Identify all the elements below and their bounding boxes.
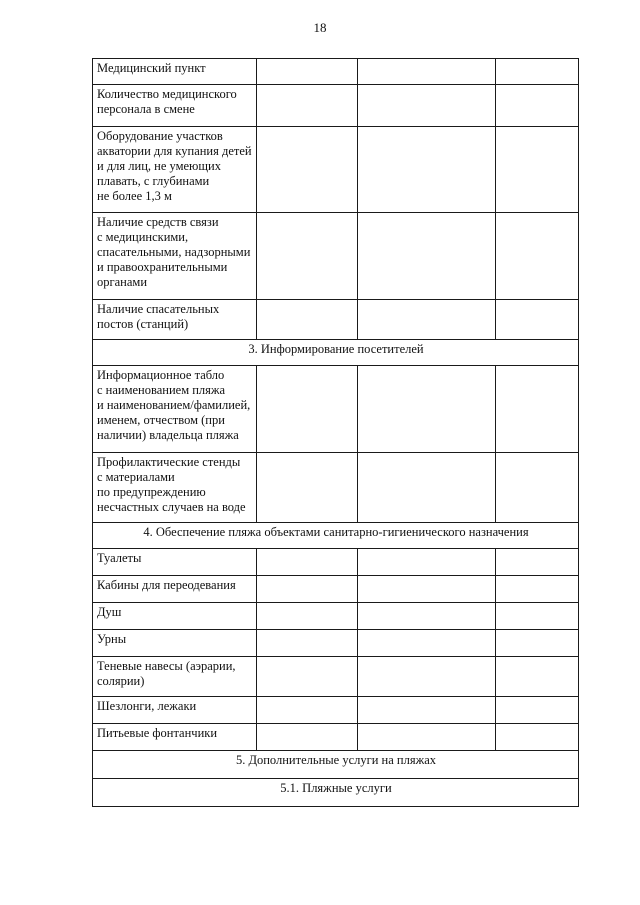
row-label: Количество медицинского персонала в смене bbox=[93, 85, 257, 127]
table-cell bbox=[257, 300, 358, 340]
table-row bbox=[93, 366, 579, 453]
section-heading-row bbox=[93, 779, 579, 807]
row-label: Профилактические стенды с материалами по предупреждению несчастных случаев на воде bbox=[93, 453, 257, 523]
table-row bbox=[93, 453, 579, 523]
section-heading: 5. Дополнительные услуги на пляжах bbox=[93, 751, 579, 779]
table-row bbox=[93, 603, 579, 630]
table-cell bbox=[496, 85, 579, 127]
table-cell bbox=[257, 724, 358, 751]
table-cell bbox=[257, 366, 358, 453]
table-cell bbox=[496, 657, 579, 697]
row-label: Наличие средств связи с медицинскими, спасательными, надзорными и правоохранительными органами bbox=[93, 213, 257, 300]
section-heading: 4. Обеспечение пляжа объектами санитарно-гигиенического назначения bbox=[93, 523, 579, 549]
table-row bbox=[93, 724, 579, 751]
section-heading-row bbox=[93, 340, 579, 366]
section-heading-row bbox=[93, 751, 579, 779]
row-label: Кабины для переодевания bbox=[93, 576, 257, 603]
table-cell bbox=[257, 657, 358, 697]
table-cell bbox=[257, 549, 358, 576]
table-cell bbox=[496, 300, 579, 340]
table-body bbox=[93, 59, 579, 807]
table-cell bbox=[257, 576, 358, 603]
table-row bbox=[93, 59, 579, 85]
row-label: Питьевые фонтанчики bbox=[93, 724, 257, 751]
table-cell bbox=[358, 366, 496, 453]
section-heading: 3. Информирование посетителей bbox=[93, 340, 579, 366]
table-cell bbox=[496, 127, 579, 213]
table-row bbox=[93, 657, 579, 697]
table-cell bbox=[496, 59, 579, 85]
table-cell bbox=[358, 453, 496, 523]
table-cell bbox=[358, 724, 496, 751]
table-row bbox=[93, 630, 579, 657]
table-cell bbox=[257, 453, 358, 523]
row-label: Оборудование участков акватории для купания детей и для лиц, не умеющих плавать, с глубинами не более 1,3 м bbox=[93, 127, 257, 213]
row-label: Информационное табло с наименованием пляжа и наименованием/фамилией, именем, отчеством (при наличии) владельца пляжа bbox=[93, 366, 257, 453]
table-cell bbox=[496, 453, 579, 523]
table-cell bbox=[358, 576, 496, 603]
table-cell bbox=[358, 85, 496, 127]
table-cell bbox=[496, 697, 579, 724]
page-number: 18 bbox=[313, 20, 327, 35]
table-cell bbox=[358, 213, 496, 300]
table-cell bbox=[358, 59, 496, 85]
row-label: Душ bbox=[93, 603, 257, 630]
table-cell bbox=[257, 697, 358, 724]
table-row bbox=[93, 127, 579, 213]
table-cell bbox=[496, 549, 579, 576]
table-row bbox=[93, 213, 579, 300]
table-cell bbox=[257, 630, 358, 657]
table-cell bbox=[257, 85, 358, 127]
table-cell bbox=[358, 603, 496, 630]
table-cell bbox=[496, 576, 579, 603]
table-row bbox=[93, 549, 579, 576]
table-cell bbox=[257, 127, 358, 213]
table-cell bbox=[358, 300, 496, 340]
row-label: Туалеты bbox=[93, 549, 257, 576]
table-row bbox=[93, 85, 579, 127]
row-label: Теневые навесы (аэрарии, солярии) bbox=[93, 657, 257, 697]
table-row bbox=[93, 697, 579, 724]
section-heading: 5.1. Пляжные услуги bbox=[93, 779, 579, 807]
table-cell bbox=[496, 366, 579, 453]
beach-inspection-table bbox=[92, 58, 579, 807]
table-cell bbox=[496, 213, 579, 300]
row-label: Наличие спасательных постов (станций) bbox=[93, 300, 257, 340]
row-label: Шезлонги, лежаки bbox=[93, 697, 257, 724]
row-label: Урны bbox=[93, 630, 257, 657]
table-cell bbox=[358, 657, 496, 697]
table-cell bbox=[358, 630, 496, 657]
table-cell bbox=[496, 603, 579, 630]
table-row bbox=[93, 576, 579, 603]
table-cell bbox=[257, 213, 358, 300]
table-cell bbox=[496, 724, 579, 751]
table-cell bbox=[358, 549, 496, 576]
table-cell bbox=[358, 127, 496, 213]
table-row bbox=[93, 300, 579, 340]
row-label: Медицинский пункт bbox=[93, 59, 257, 85]
table-cell bbox=[358, 697, 496, 724]
section-heading-row bbox=[93, 523, 579, 549]
table-cell bbox=[257, 59, 358, 85]
table-cell bbox=[496, 630, 579, 657]
table-cell bbox=[257, 603, 358, 630]
